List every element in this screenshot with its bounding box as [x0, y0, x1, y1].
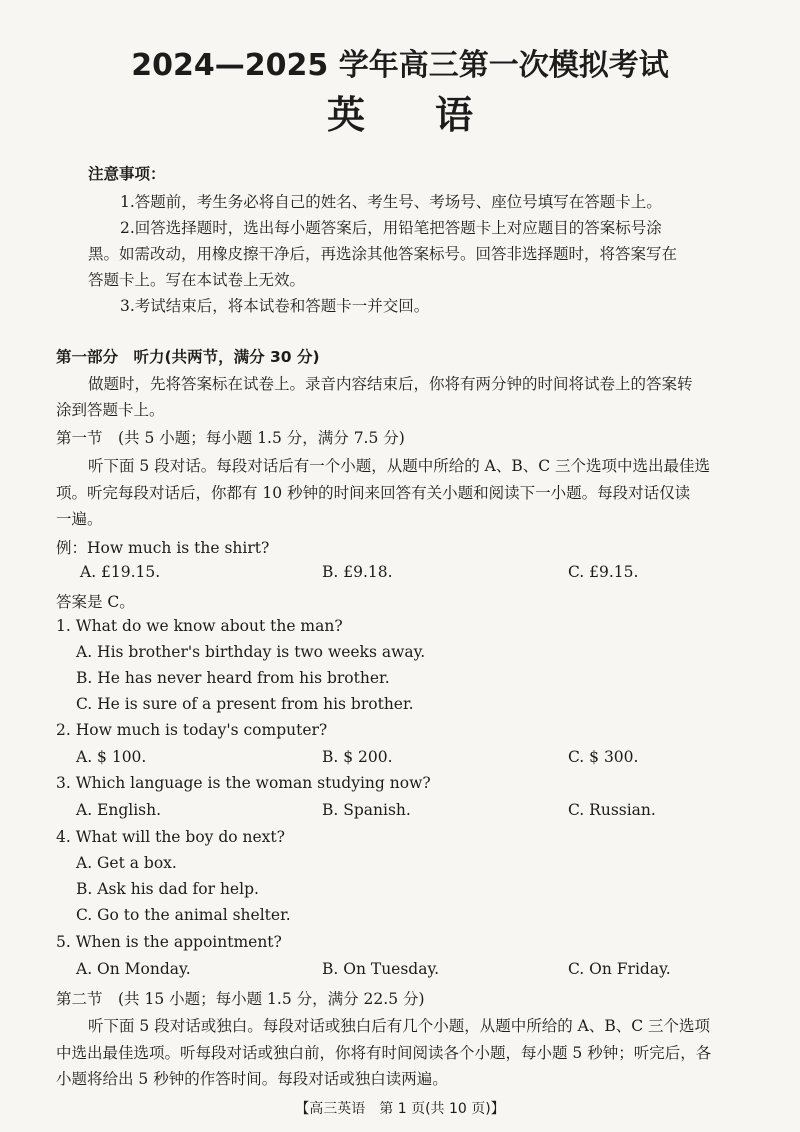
- q2-option-b: B. $ 200.: [322, 748, 393, 766]
- notice-line-3: 3.考试结束后，将本试卷和答题卡一并交回。: [120, 297, 430, 315]
- exam-subject: 英语: [326, 93, 543, 137]
- q2-option-a: A. $ 100.: [76, 748, 147, 766]
- part1-intro-b: 涂到答题卡上。: [56, 401, 165, 419]
- q5-option-c: C. On Friday.: [568, 960, 671, 978]
- q5-question: 5. When is the appointment?: [56, 933, 282, 951]
- section2-text-a: 听下面 5 段对话或独白。每段对话或独白后有几个小题，从题中所给的 A、B、C 三个选项: [88, 1017, 711, 1035]
- q4-question: 4. What will the boy do next?: [56, 828, 285, 846]
- section2-text-c: 小题将给出 5 秒钟的作答时间。每段对话或独白读两遍。: [56, 1070, 448, 1088]
- section1-text-c: 一遍。: [56, 510, 103, 528]
- q4-option-a: A. Get a box.: [76, 854, 177, 872]
- q3-option-a: A. English.: [76, 801, 162, 819]
- exam-title: 2024—2025 学年高三第一次模拟考试: [131, 48, 669, 83]
- q2-option-c: C. $ 300.: [568, 748, 639, 766]
- notice-heading: 注意事项：: [88, 165, 166, 183]
- q2-question: 2. How much is today's computer?: [56, 721, 328, 739]
- q1-option-b: B. He has never heard from his brother.: [76, 669, 390, 687]
- notice-line-2b: 黑。如需改动，用橡皮擦干净后，再选涂其他答案标号。回答非选择题时，将答案写在: [88, 245, 678, 263]
- q5-option-a: A. On Monday.: [76, 960, 191, 978]
- q1-option-a: A. His brother's birthday is two weeks away.: [76, 643, 426, 661]
- notice-line-2a: 2.回答选择题时，选出每小题答案后，用铅笔把答题卡上对应题目的答案标号涂: [120, 219, 662, 237]
- q5-option-b: B. On Tuesday.: [322, 960, 440, 978]
- section2-text-b: 中选出最佳选项。听每段对话或独白前，你将有时间阅读各个小题，每小题 5 秒钟；听完后，各: [56, 1044, 712, 1062]
- section1-text-a: 听下面 5 段对话。每段对话后有一个小题，从题中所给的 A、B、C 三个选项中选出最佳选: [88, 457, 711, 475]
- q1-question: 1. What do we know about the man?: [56, 617, 343, 635]
- example-option-b: B. £9.18.: [322, 563, 393, 581]
- q3-option-b: B. Spanish.: [322, 801, 411, 819]
- q4-option-c: C. Go to the animal shelter.: [76, 906, 291, 924]
- notice-line-2c: 答题卡上。写在本试卷上无效。: [88, 271, 306, 289]
- part1-intro-a: 做题时，先将答案标在试卷上。录音内容结束后，你将有两分钟的时间将试卷上的答案转: [88, 375, 693, 393]
- q3-question: 3. Which language is the woman studying now?: [56, 774, 431, 792]
- q1-option-c: C. He is sure of a present from his brother.: [76, 695, 414, 713]
- part1-heading: 第一部分 听力(共两节，满分 30 分): [56, 348, 320, 366]
- q4-option-b: B. Ask his dad for help.: [76, 880, 259, 898]
- q3-option-c: C. Russian.: [568, 801, 656, 819]
- example-option-c: C. £9.15.: [568, 563, 639, 581]
- section1-heading: 第一节 (共 5 小题；每小题 1.5 分，满分 7.5 分): [56, 429, 405, 447]
- section2-heading: 第二节 (共 15 小题；每小题 1.5 分，满分 22.5 分): [56, 990, 425, 1008]
- example-option-a: A. £19.15.: [80, 563, 161, 581]
- example-answer: 答案是 C。: [56, 593, 135, 611]
- section1-text-b: 项。听完每段对话后，你都有 10 秒钟的时间来回答有关小题和阅读下一小题。每段对话仅读: [56, 484, 691, 502]
- page-footer: 【高三英语 第 1 页(共 10 页)】: [295, 1101, 505, 1117]
- example-question: 例：How much is the shirt?: [56, 539, 270, 557]
- notice-line-1: 1.答题前，考生务必将自己的姓名、考生号、考场号、座位号填写在答题卡上。: [120, 193, 662, 211]
